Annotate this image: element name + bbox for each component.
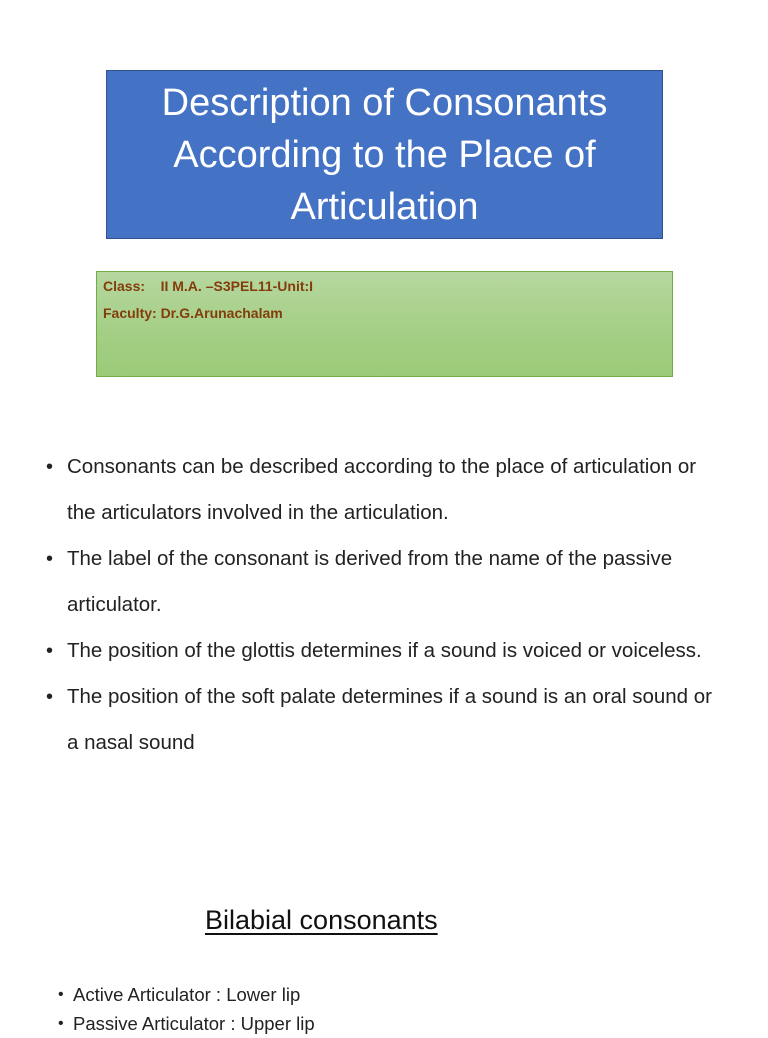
- bullet-item: [46, 628, 726, 674]
- title-banner: [106, 70, 663, 239]
- bullet-item: [46, 674, 726, 766]
- bullet-icon: •: [46, 686, 54, 708]
- course-info-box: [96, 271, 673, 377]
- bullet-icon: •: [46, 548, 54, 570]
- bullet-icon: •: [46, 456, 54, 478]
- main-bullet-list: [46, 444, 726, 766]
- bullet-text: The position of the glottis determines if a sound is voiced or voiceless.: [67, 639, 702, 662]
- list-item: [58, 980, 658, 1009]
- bullet-text: Consonants can be described according to the place of articulation or the articulators involved in the articulation.: [67, 455, 697, 524]
- bullet-icon: •: [46, 640, 54, 662]
- bullet-text: The position of the soft palate determines if a sound is an oral sound or a nasal sound: [67, 685, 712, 754]
- bullet-item: [46, 444, 726, 536]
- articulator-list: [58, 980, 658, 1038]
- section-heading: Bilabial consonants: [205, 905, 438, 935]
- class-info: Class: II M.A. –S3PEL11-Unit:I: [103, 278, 314, 294]
- bullet-icon: •: [58, 986, 64, 1003]
- bullet-text: The label of the consonant is derived from the name of the passive articulator.: [67, 547, 673, 616]
- active-articulator-text: Active Articulator : Lower lip: [73, 984, 301, 1005]
- passive-articulator-text: Passive Articulator : Upper lip: [73, 1013, 315, 1034]
- bullet-item: [46, 536, 726, 628]
- document-title: Description of Consonants According to the Place of Articulation: [161, 81, 608, 228]
- faculty-info: Faculty: Dr.G.Arunachalam: [103, 305, 283, 321]
- bullet-icon: •: [58, 1015, 64, 1032]
